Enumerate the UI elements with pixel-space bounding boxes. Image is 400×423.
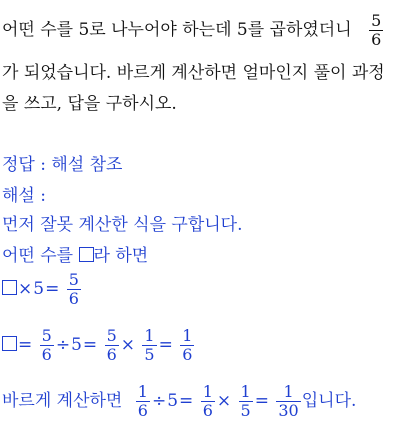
problem-line-2: 가 되었습니다. 바르게 계산하면 얼마인지 풀이 과정 [2, 63, 385, 83]
fraction: $\frac{5}{6}$ [41, 326, 52, 364]
fraction: $\frac{1}{6}$ [202, 382, 213, 420]
step-1: 먼저 잘못 계산한 식을 구합니다. [2, 215, 243, 235]
equation-1: ×5= $\frac{5}{6}$ [2, 271, 82, 308]
blank-box [2, 280, 17, 295]
answer-line: 정답 : 해설 참조 [2, 155, 123, 175]
final-answer: 바르게 계산하면 $\frac{1}{6}$ ÷5= $\frac{1}{6}$ × $\frac{1}{5}$ = $\frac{1}{30}$ 입니다. [2, 382, 357, 420]
equation-2: = $\frac{5}{6}$ ÷5= $\frac{5}{6}$ × $\frac{1}{5}$ = $\frac{1}{6}$ [2, 327, 195, 364]
blank-box [79, 247, 94, 262]
problem-line-1 [2, 12, 384, 49]
problem-text-1: 어떤 수를 5로 나누어야 하는데 5를 곱하였더니 [2, 20, 352, 40]
fraction: $\frac{1}{5}$ [240, 382, 251, 420]
blank-box [2, 336, 17, 351]
fraction: $\frac{1}{30}$ [278, 382, 299, 420]
fraction: $\frac{5}{6}$ [371, 11, 382, 49]
fraction: $\frac{1}{5}$ [144, 326, 155, 364]
explanation-label: 해설 : [2, 186, 46, 206]
fraction: $\frac{1}{6}$ [137, 382, 148, 420]
fraction: $\frac{1}{6}$ [182, 326, 193, 364]
fraction: $\frac{5}{6}$ [106, 326, 117, 364]
fraction: $\frac{5}{6}$ [68, 270, 79, 308]
step-2: 어떤 수를 라 하면 [2, 246, 149, 266]
problem-line-3: 을 쓰고, 답을 구하시오. [2, 94, 177, 114]
